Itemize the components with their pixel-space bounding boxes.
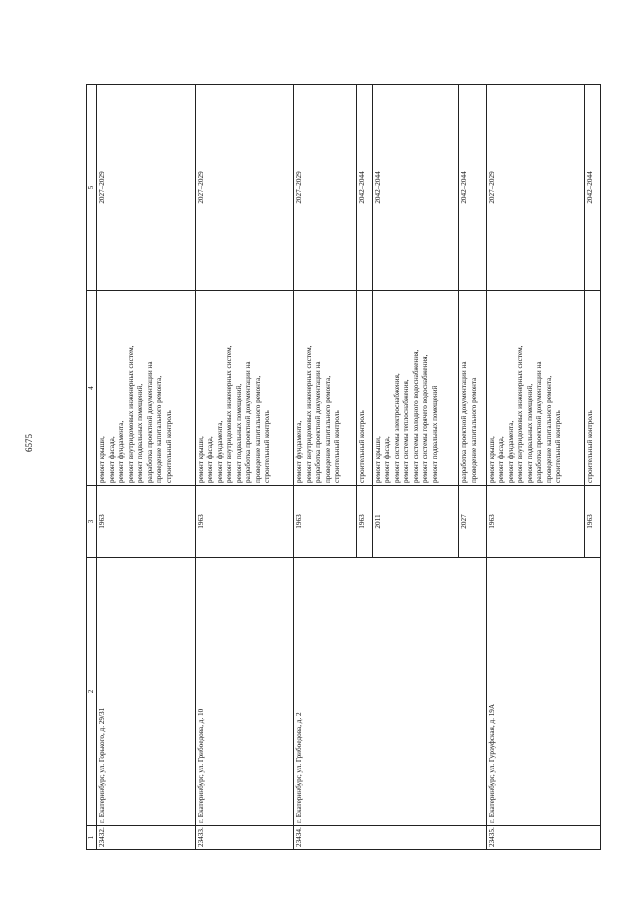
repair-works [195, 291, 294, 486]
repair-work-item: ремонт системы горячего водоснабжения, [421, 354, 430, 483]
repair-work-item: ремонт крыши, [487, 436, 496, 483]
register-table-wrapper [86, 85, 601, 850]
building-address: г. Екатеринбург, ул. Горького, д. 29/31 [97, 558, 196, 826]
repair-work-item: разработка проектной документации на [244, 361, 253, 483]
repair-period: 2042–2044 [459, 85, 486, 291]
row-number: 23434. [294, 826, 487, 850]
repair-period: 2042–2044 [357, 85, 373, 291]
repair-work-item: проведение капитального ремонта, [155, 375, 164, 483]
repair-work-item: разработка проектной документации на [314, 361, 323, 483]
column-number-3: 3 [87, 486, 97, 558]
construction-year: 1963 [486, 486, 585, 558]
repair-period: 2027–2029 [486, 85, 585, 291]
repair-period: 2027–2029 [294, 85, 357, 291]
repair-period: 2027–2029 [97, 85, 196, 291]
register-table [86, 84, 601, 850]
row-number: 23435. [486, 826, 600, 850]
repair-work-item: ремонт фундамента, [215, 420, 224, 483]
repair-work-item: ремонт системы электроснабжения, [392, 373, 401, 483]
building-address: г. Екатеринбург, ул. Грибоедова, д. 2 [294, 558, 487, 826]
repair-work-item: строительный контроль [586, 410, 595, 483]
repair-period: 2042–2044 [372, 85, 459, 291]
construction-year: 1963 [97, 486, 196, 558]
repair-works [585, 291, 601, 486]
repair-work-item: ремонт подвальных помещений [430, 385, 439, 483]
repair-work-item: разработка проектной документации на [460, 361, 469, 483]
repair-work-item: ремонт внутридомовых инженерных систем, [516, 345, 525, 483]
repair-work-item: ремонт системы холодного водоснабжения, [411, 349, 420, 483]
repair-period: 2027–2029 [195, 85, 294, 291]
construction-year: 1963 [294, 486, 357, 558]
repair-works [97, 291, 196, 486]
column-number-4: 4 [87, 291, 97, 486]
repair-work-item: строительный контроль [554, 410, 563, 483]
building-row [486, 85, 585, 850]
column-number-row [87, 85, 97, 850]
repair-work-item: ремонт подвальных помещений, [525, 383, 534, 483]
building-row [97, 85, 196, 850]
construction-year: 1963 [357, 486, 373, 558]
building-address: г. Екатеринбург, ул. Грибоедова, д. 10 [195, 558, 294, 826]
row-number: 23432. [97, 826, 196, 850]
repair-work-item: ремонт фасада, [107, 436, 116, 483]
repair-work-item: ремонт фасада, [497, 436, 506, 483]
repair-work-item: ремонт внутридомовых инженерных систем, [304, 345, 313, 483]
repair-work-item: ремонт фасада, [383, 436, 392, 483]
construction-year: 1963 [585, 486, 601, 558]
column-number-5: 5 [87, 85, 97, 291]
repair-work-item: строительный контроль [358, 410, 367, 483]
repair-works [486, 291, 585, 486]
construction-year: 2027 [459, 486, 486, 558]
repair-works [357, 291, 373, 486]
page-number: 6575 [24, 434, 34, 452]
repair-work-item: строительный контроль [164, 410, 173, 483]
repair-work-item: ремонт внутридомовых инженерных систем, [126, 345, 135, 483]
repair-works [459, 291, 486, 486]
repair-work-item: ремонт внутридомовых инженерных систем, [225, 345, 234, 483]
repair-work-item: проведение капитального ремонта [469, 377, 478, 483]
construction-year: 2011 [372, 486, 459, 558]
repair-work-item: проведение капитального ремонта, [544, 375, 553, 483]
repair-works [372, 291, 459, 486]
building-row [195, 85, 294, 850]
repair-work-item: ремонт фасада, [206, 436, 215, 483]
repair-work-item: разработка проектной документации на [145, 361, 154, 483]
register-table-body [87, 85, 601, 850]
repair-work-item: ремонт крыши, [373, 436, 382, 483]
column-number-1: 1 [87, 826, 97, 850]
row-number: 23433. [195, 826, 294, 850]
repair-work-item: строительный контроль [263, 410, 272, 483]
column-number-2: 2 [87, 558, 97, 826]
repair-work-item: разработка проектной документации на [535, 361, 544, 483]
repair-work-item: ремонт крыши, [196, 436, 205, 483]
building-row [294, 85, 357, 850]
repair-work-item: ремонт подвальных помещений, [136, 383, 145, 483]
repair-works [294, 291, 357, 486]
building-address: г. Екатеринбург, ул. Гурзуфская, д. 19А [486, 558, 600, 826]
repair-work-item: ремонт фундамента, [506, 420, 515, 483]
repair-work-item: ремонт подвальных помещений, [234, 383, 243, 483]
repair-period: 2042–2044 [585, 85, 601, 291]
repair-work-item: проведение капитального ремонта, [323, 375, 332, 483]
repair-work-item: ремонт фундамента, [295, 420, 304, 483]
repair-work-item: ремонт системы теплоснабжения, [402, 379, 411, 483]
repair-work-item: строительный контроль [333, 410, 342, 483]
repair-work-item: ремонт фундамента, [117, 420, 126, 483]
repair-work-item: ремонт крыши, [98, 436, 107, 483]
construction-year: 1963 [195, 486, 294, 558]
repair-work-item: проведение капитального ремонта, [253, 375, 262, 483]
